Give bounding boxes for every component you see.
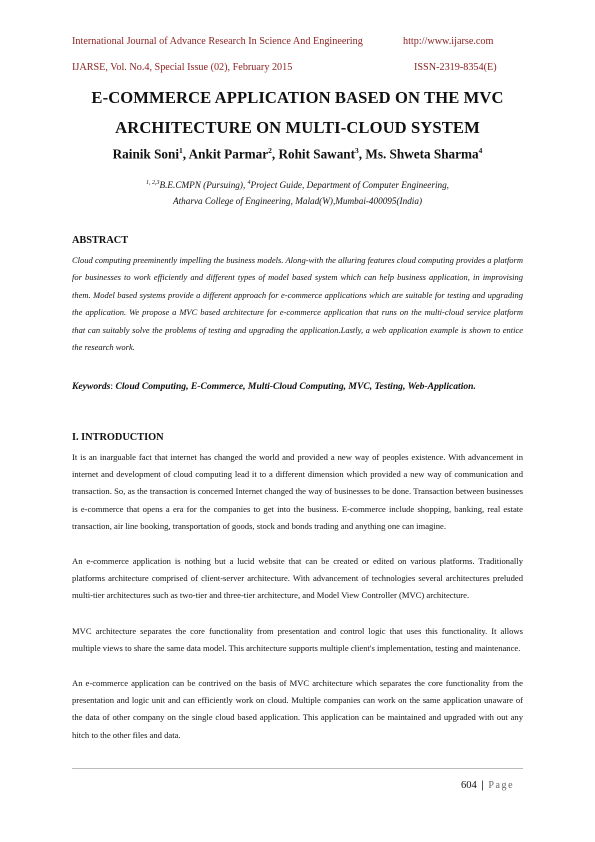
affiliation-sup: 1, 2,3 <box>146 180 160 186</box>
abstract-text: Cloud computing preeminently impelling the business models. Along-with the alluring features cloud computing provides a platform for businesses to work efficiently and different types of model based system which can help business application, in improvising them. Model based systems provide a different approach for e-commerce applications which are suitable for testing and upgrading the application. We propose a MVC based architecture for e-commerce application that runs on the multi-cloud service platform that can suitably solve the problems of testing and upgrading the application.Lastly, a web application example is shown to entice the research work. <box>72 255 523 353</box>
author-name: Ms. Shweta Sharma <box>365 146 479 162</box>
keywords-label: Keywords <box>72 381 111 392</box>
keywords-value: Cloud Computing, E-Commerce, Multi-Cloud Computing, MVC, Testing, Web-Application. <box>115 381 476 392</box>
author-name: Ankit Parmar <box>188 146 269 162</box>
intro-paragraph-1: It is an inarguable fact that internet has changed the world and provided a new way of peoples existence. With advancement in internet and development of cloud computing lead it to a different dimension which provided a new way of communication and transaction. So, as the transaction is concerned Internet changed the way of businesses to be done. Transaction between businesses is e-commerce that opens a era for the companies to get into the business. E-commerce include shopping, banking, real estate transaction, air line booking, transportation of goods, stock and bonds trading and anything one can imagine. <box>72 452 523 531</box>
intro-paragraph-2: An e-commerce application is nothing but a lucid website that can be created or edited on various platforms. Traditionally platforms architecture comprised of client-server architecture. With advancement of technologies several architectures preluded multi-tier architectures such as two-tier and three-tier architecture, and Model View Controller (MVC) architecture. <box>72 556 523 601</box>
affiliation-line-2: Atharva College of Engineering, Malad(W),Mumbai-400095(India) <box>172 196 423 206</box>
keywords <box>72 378 523 396</box>
page-footer <box>461 780 514 791</box>
paper-title-line-1: E-COMMERCE APPLICATION BASED ON THE MVC <box>91 88 504 107</box>
introduction-heading: I. INTRODUCTION <box>72 432 164 443</box>
affiliation-sup: 4 <box>247 180 251 186</box>
page-word: Page <box>488 780 515 791</box>
author-sep: , <box>358 146 366 162</box>
author-sup: 1 <box>179 146 183 155</box>
author-sep: , <box>271 146 279 162</box>
author-list <box>40 146 555 162</box>
abstract-heading: ABSTRACT <box>72 235 129 246</box>
journal-url[interactable]: http://www.ijarse.com <box>403 36 494 47</box>
footer-divider <box>72 768 523 769</box>
paper-title-line-2: ARCHITECTURE ON MULTI-CLOUD SYSTEM <box>115 118 480 137</box>
author-name: Rainik Soni <box>112 146 179 162</box>
affiliation-text: Project Guide, Department of Computer Engineering, <box>250 180 449 191</box>
author-sep: , <box>182 146 189 162</box>
author-sup: 3 <box>355 146 359 155</box>
journal-name: International Journal of Advance Research In Science And Engineering <box>72 36 363 47</box>
issue-info: IJARSE, Vol. No.4, Special Issue (02), February 2015 <box>72 62 293 73</box>
keywords-sep: : <box>110 381 116 392</box>
issn: ISSN-2319-8354(E) <box>414 62 497 73</box>
intro-paragraph-3: MVC architecture separates the core functionality from presentation and control logic that uses this functionality. It allows multiple views to share the same data model. This architecture supports multiple client's implementation, testing and maintenance. <box>72 626 523 654</box>
page-number: 604 <box>461 780 477 791</box>
author-name: Rohit Sawant <box>278 146 356 162</box>
intro-paragraph-4: An e-commerce application can be contrived on the basis of MVC architecture which separates the core functionality from the presentation and logic unit and can efficiently work on cloud. Multiple companies can work on the same application unaware of the data of other company on the single cloud based application. This application can be maintained and upgraded with out any hitch to the other files and data. <box>72 678 523 740</box>
page-separator: | <box>481 780 484 791</box>
affiliation-text: B.E.CMPN (Pursuing), <box>159 180 248 191</box>
affiliation-line-1 <box>40 180 555 190</box>
author-sup: 2 <box>268 146 272 155</box>
author-sup: 4 <box>478 146 483 155</box>
